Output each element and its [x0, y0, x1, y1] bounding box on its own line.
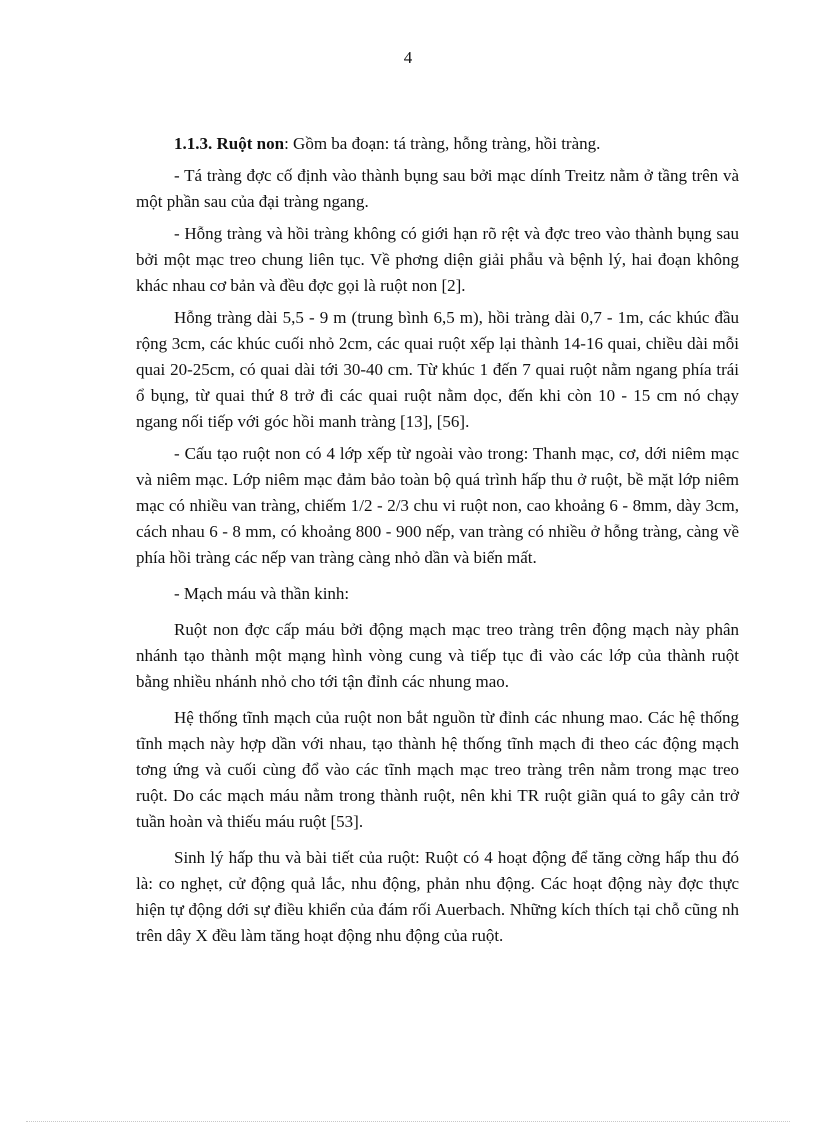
section-heading-paragraph	[136, 131, 739, 157]
paragraph-physiology: Sinh lý hấp thu và bài tiết của ruột: Ruột có 4 hoạt động để tăng cờng hấp thu đó là: co nghẹt, cử động quả lắc, nhu động, phản nhu động. Các hoạt động này đợc thực hiện tự động dới sự điều khiển của đám rối Auerbach. Những kích thích tại chỗ cũng nh trên dây X đều làm tăng hoạt động nhu động của ruột.	[136, 848, 739, 945]
paragraph-vessels-heading: - Mạch máu và thần kinh:	[174, 584, 350, 603]
paragraph-structure: - Cấu tạo ruột non có 4 lớp xếp từ ngoài vào trong: Thanh mạc, cơ, dới niêm mạc và niêm mạc. Lớp niêm mạc đảm bảo toàn bộ quá trình hấp thu ở ruột, bề mặt lớp niêm mạc có nhiều van tràng, chiếm 1/2 - 2/3 chu vi ruột non, cao khoảng 6 - 8mm, dày 3cm, cách nhau 6 - 8 mm, có khoảng 800 - 900 nếp, van tràng có nhiều ở hỗng tràng, càng về phía hồi tràng các nếp van tràng càng nhỏ dần và biến mất.	[136, 444, 739, 567]
section-heading: 1.1.3. Ruột non	[174, 134, 285, 153]
document-body	[136, 131, 739, 955]
paragraph-duodenum: - Tá tràng đợc cố định vào thành bụng sau bởi mạc dính Treitz nằm ở tầng trên và một phần sau của đại tràng ngang.	[136, 166, 739, 211]
paragraph-venous-system: Hệ thống tĩnh mạch của ruột non bắt nguồn từ đỉnh các nhung mao. Các hệ thống tĩnh mạch này hợp dần với nhau, tạo thành hệ thống tĩnh mạch đi theo các động mạch tơng ứng và cuối cùng đổ vào các tĩnh mạch mạc treo tràng trên nằm trong mạc treo ruột. Do các mạch máu nằm trong thành ruột, nên khi TR ruột giãn quá to gây cản trở tuần hoàn và thiếu máu ruột [53].	[136, 708, 739, 831]
paragraph-arterial-supply: Ruột non đợc cấp máu bởi động mạch mạc treo tràng trên động mạch này phân nhánh tạo thành một mạng hình vòng cung và tiếp tục đi vào các lớp của thành ruột bằng nhiều nhánh nhỏ cho tới tận đỉnh các nhung mao.	[136, 620, 739, 691]
paragraph-dimensions: Hỗng tràng dài 5,5 - 9 m (trung bình 6,5 m), hồi tràng dài 0,7 - 1m, các khúc đầu rộng 3cm, các khúc cuối nhỏ 2cm, các quai ruột xếp lại thành 14-16 quai, chiều dài mỗi quai 20-25cm, có quai dài tới 30-40 cm. Từ khúc 1 đến 7 quai ruột nằm ngang phía trái ổ bụng, từ quai thứ 8 trở đi các quai ruột nằm dọc, đến khi còn 10 - 15 cm nó chạy ngang nối tiếp với góc hồi manh tràng [13], [56].	[136, 308, 739, 431]
paragraph-jejunum-ileum: - Hỗng tràng và hồi tràng không có giới hạn rõ rệt và đợc treo vào thành bụng sau bởi một mạc treo chung liên tục. Về phơng diện giải phẫu và bệnh lý, hai đoạn không khác nhau cơ bản và đều đợc gọi là ruột non [2].	[136, 224, 739, 295]
page-number: 4	[403, 48, 413, 67]
section-heading-text: : Gồm ba đoạn: tá tràng, hỗng tràng, hồi tràng.	[284, 134, 601, 153]
footer-divider	[26, 1121, 790, 1122]
